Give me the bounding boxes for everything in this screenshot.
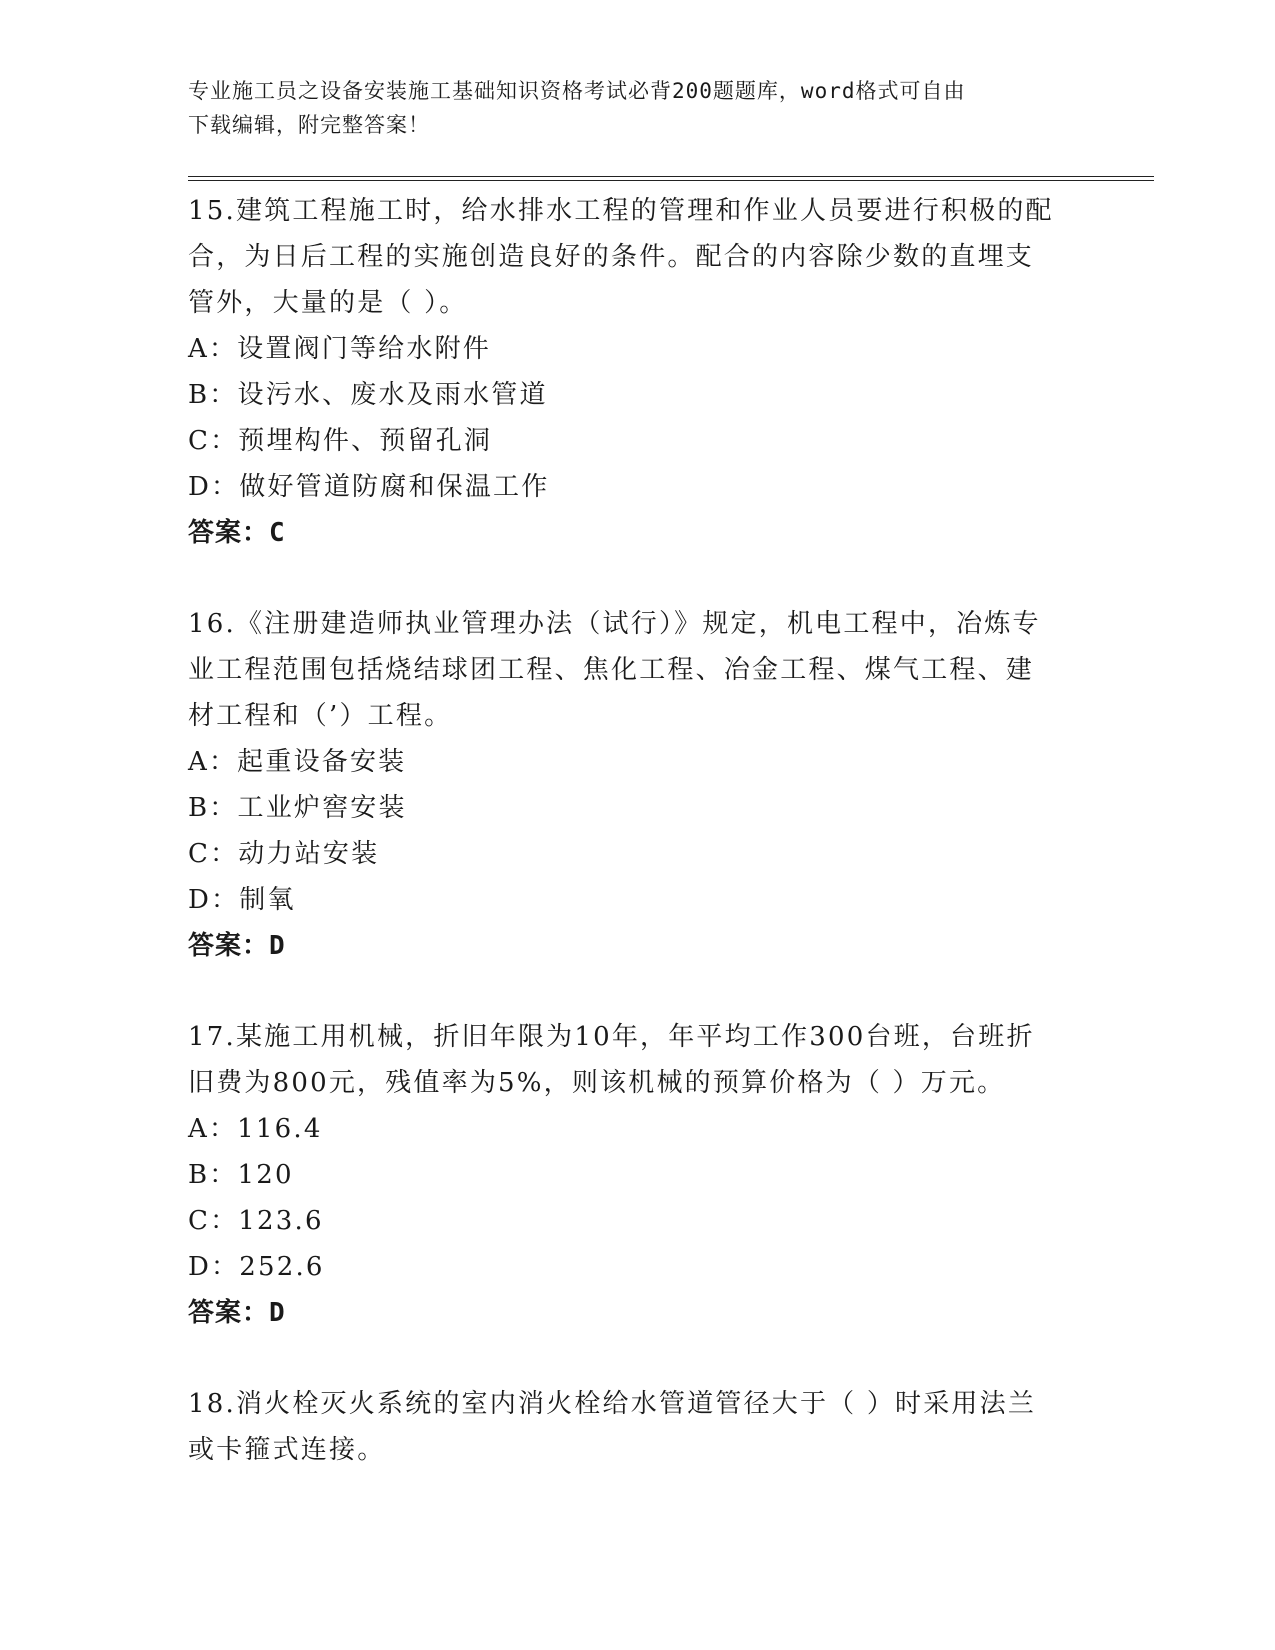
answer-label: 答案：D: [188, 931, 286, 961]
option-b: B：120: [188, 1160, 294, 1190]
question-stem-line: 旧费为800元，残值率为5%，则该机械的预算价格为（ ）万元。: [188, 1068, 1006, 1098]
question-stem-line: 材工程和（’）工程。: [188, 701, 453, 731]
question-15: [188, 188, 1088, 556]
question-18: [188, 1381, 1088, 1473]
option-a: A：起重设备安装: [188, 747, 407, 777]
question-stem-line: 合，为日后工程的实施创造良好的条件。配合的内容除少数的直埋支: [188, 242, 1035, 272]
question-stem-line: 17.某施工用机械，折旧年限为10年，年平均工作300台班，台班折: [188, 1022, 1035, 1052]
option-a: A：116.4: [188, 1114, 323, 1144]
question-16: [188, 601, 1088, 969]
question-stem-line: 18.消火栓灭火系统的室内消火栓给水管道管径大于（ ）时采用法兰: [188, 1389, 1037, 1419]
question-17: [188, 1014, 1088, 1336]
header-divider-top: [188, 176, 1154, 177]
question-stem-line: 16.《注册建造师执业管理办法（试行）》规定，机电工程中，冶炼专: [188, 609, 1041, 639]
question-stem-line: 或卡箍式连接。: [188, 1435, 386, 1465]
header-divider-bottom: [188, 180, 1154, 181]
answer-label: 答案：C: [188, 518, 286, 548]
question-stem-line: 管外，大量的是（ ）。: [188, 288, 468, 318]
option-a: A：设置阀门等给水附件: [188, 334, 491, 364]
option-d: D：252.6: [188, 1252, 325, 1282]
header-line-2: 下载编辑，附完整答案！: [188, 113, 430, 137]
option-d: D：制氧: [188, 885, 296, 915]
option-d: D：做好管道防腐和保温工作: [188, 472, 550, 502]
answer-label: 答案：D: [188, 1298, 286, 1328]
question-stem-line: 业工程范围包括烧结球团工程、焦化工程、冶金工程、煤气工程、建: [188, 655, 1035, 685]
question-list: [188, 188, 1088, 1518]
option-c: C：预埋构件、预留孔洞: [188, 426, 493, 456]
document-header: [188, 74, 1088, 142]
question-stem-line: 15.建筑工程施工时，给水排水工程的管理和作业人员要进行积极的配: [188, 196, 1054, 226]
option-c: C：123.6: [188, 1206, 324, 1236]
option-b: B：工业炉窖安装: [188, 793, 407, 823]
option-b: B：设污水、废水及雨水管道: [188, 380, 548, 410]
header-line-1: 专业施工员之设备安装施工基础知识资格考试必背200题题库，word格式可自由: [188, 79, 966, 103]
option-c: C：动力站安装: [188, 839, 380, 869]
